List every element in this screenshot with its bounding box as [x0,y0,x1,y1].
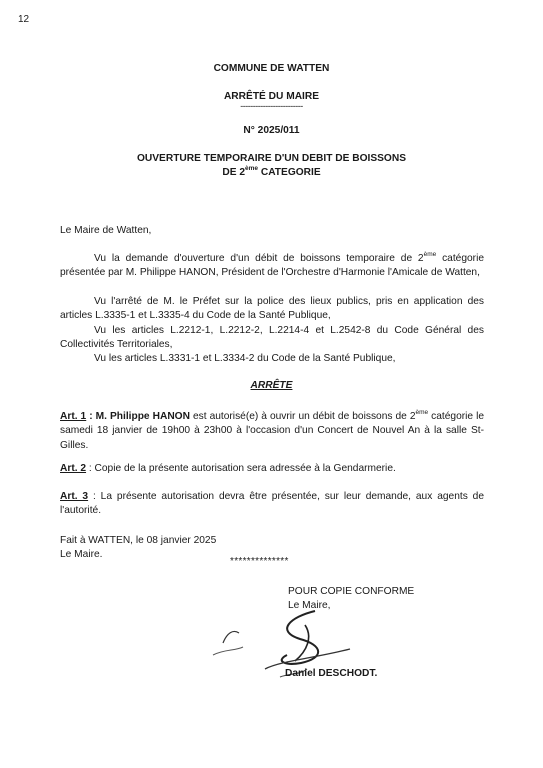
stars-separator: ************** [230,556,289,567]
article-1-label: Art. 1 [60,411,87,422]
document-title-line1: OUVERTURE TEMPORAIRE D'UN DEBIT DE BOISSONS [136,153,407,164]
signatory-name: Daniel DESCHODT. [285,668,378,679]
page-number: 12 [18,14,30,25]
le-maire-copie-label: Le Maire, [288,600,331,611]
article-2-label: Art. 2 [60,463,87,474]
article-3: Art. 3 : La présente autorisation devra être présentée, sur leur demande, aux agents de l'autorité. [60,491,484,517]
vu-code-collectivites-paragraph: Vu les articles L.2212-1, L.2212-2, L.2214-4 et L.2542-8 du Code Général des Collectivités Territoriales, [60,325,484,351]
commune-title: COMMUNE DE WATTEN [213,63,330,74]
vu-code-sante-paragraph: Vu les articles L.3331-1 et L.3334-2 du Code de la Santé Publique, [94,353,396,364]
article-3-label: Art. 3 [60,491,89,502]
arrete-du-maire-title: ARRÊTÉ DU MAIRE [223,91,320,102]
article-2: Art. 2 : Copie de la présente autorisation sera adressée à la Gendarmerie. [60,463,396,474]
dash-separator: ------------------------- [240,101,303,111]
pour-copie-conforme: POUR COPIE CONFORME [288,586,415,597]
vu-arrete-prefet-paragraph: Vu l'arrêté de M. le Préfet sur la police des lieux publics, pris en application des articles L.3335-1 et L.3335-4 du Code de la Santé Publique, [60,296,484,322]
article-1: Art. 1 : M. Philippe HANON est autorisé(e) à ouvrir un débit de boissons de 2ème catégorie le samedi 18 janvier de 19h00 à 23h00 à l'occasion d'un Concert de Nouvel An à la salle St-Gilles. [60,408,485,451]
le-maire-label: Le Maire. [60,549,103,560]
arrete-number: N° 2025/011 [243,125,300,136]
document-title-line2: DE 2ème CATEGORIE [222,164,321,178]
arrete-heading: ARRÊTE [250,380,293,391]
salutation: Le Maire de Watten, [60,225,152,236]
vu-demande-paragraph: Vu la demande d'ouverture d'un débit de boissons temporaire de 2ème catégorie présentée par M. Philippe HANON, Président de l'Orchestre d'Harmonie l'Amicale de Watten, [60,250,484,279]
fait-a-date: Fait à WATTEN, le 08 janvier 2025 [60,535,217,546]
